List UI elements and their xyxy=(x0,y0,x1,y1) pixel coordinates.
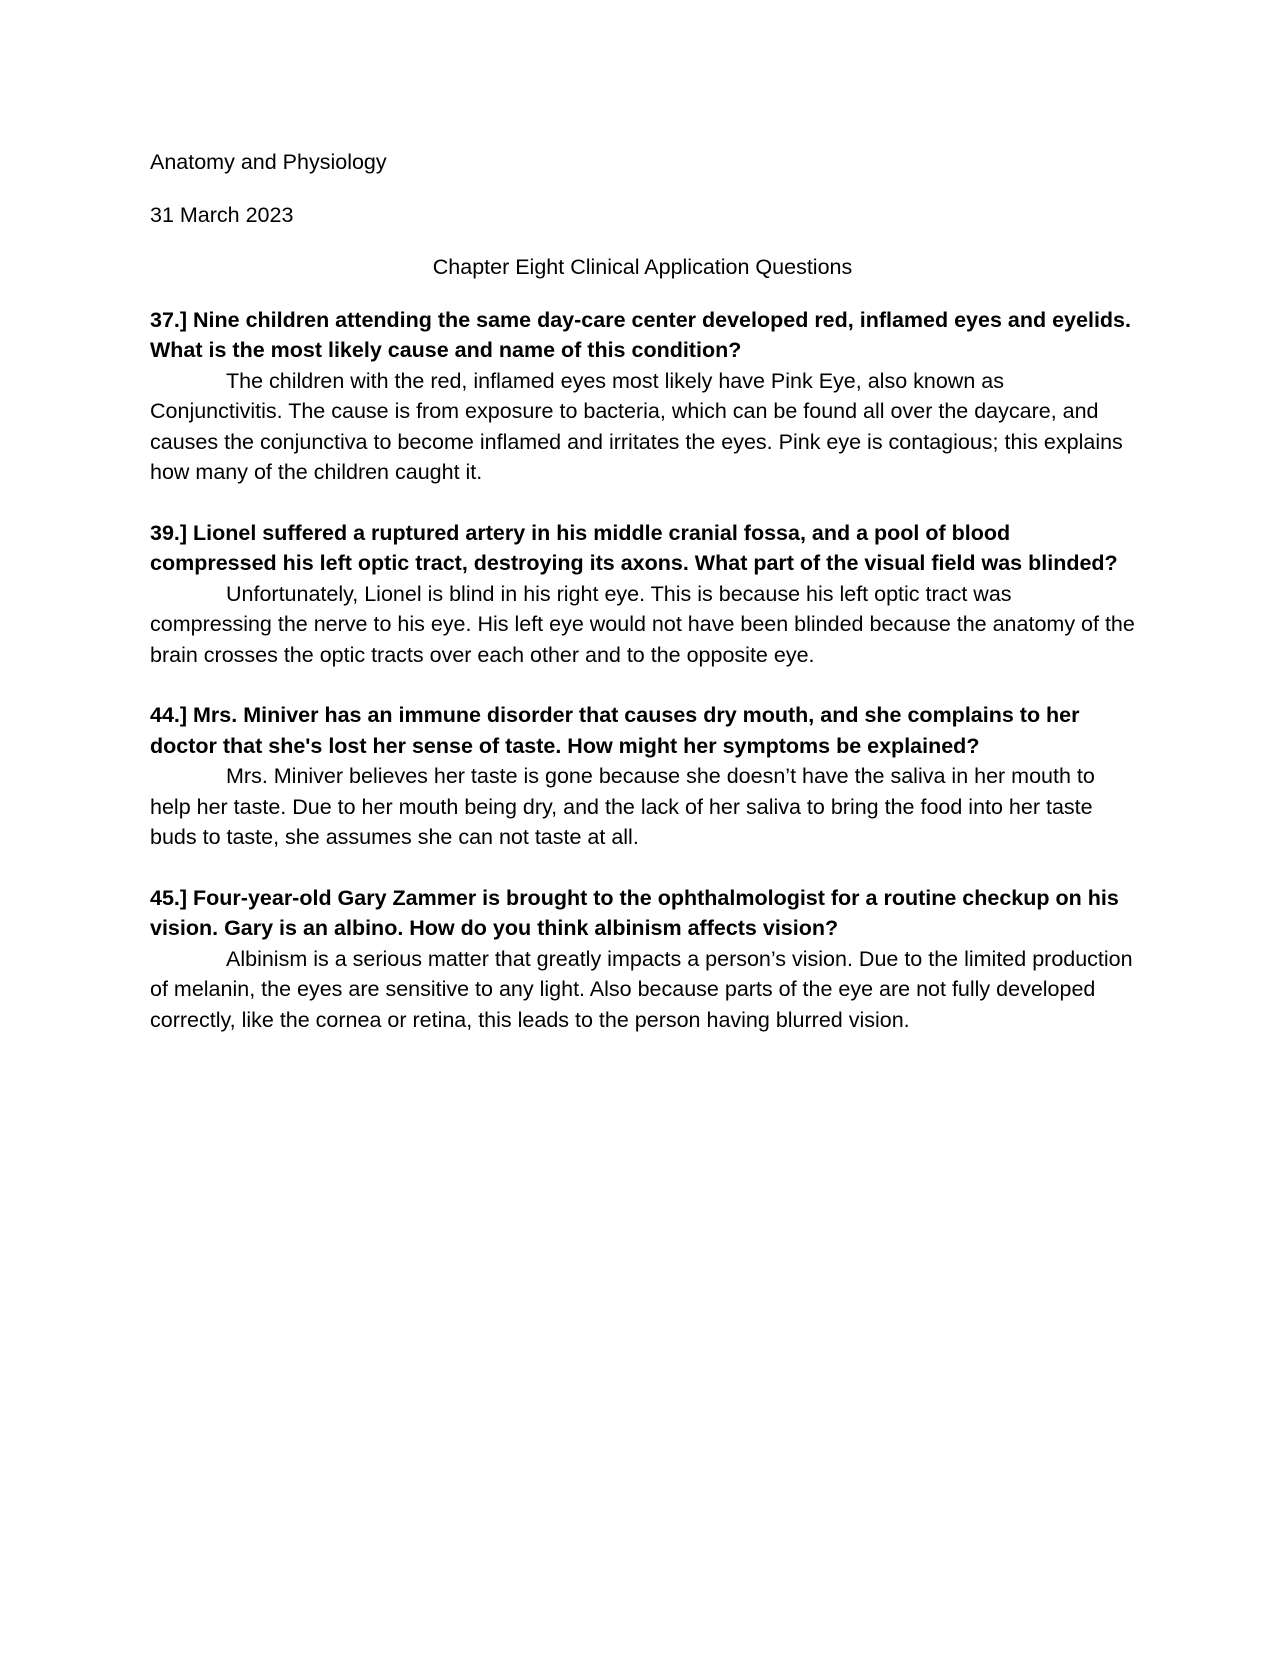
document-title: Chapter Eight Clinical Application Questions xyxy=(432,255,853,279)
answer-text: Unfortunately, Lionel is blind in his right eye. This is because his left optic tract was compressing the nerve to his eye. His left eye would not have been blinded because the anatomy of the brain crosses the optic tracts over each other and to the opposite eye. xyxy=(150,581,1135,667)
question-block-37 xyxy=(150,305,1135,488)
question-text: 45.] Four-year-old Gary Zammer is brought to the ophthalmologist for a routine checkup on his vision. Gary is an albino. How do you think albinism affects vision? xyxy=(150,885,1119,940)
question-block-45 xyxy=(150,883,1135,1036)
answer-text: Albinism is a serious matter that greatly impacts a person’s vision. Due to the limited production of melanin, the eyes are sensitive to any light. Also because parts of the eye are not fully developed correctly, like the cornea or retina, this leads to the person having blurred vision. xyxy=(150,946,1133,1032)
question-text: 44.] Mrs. Miniver has an immune disorder that causes dry mouth, and she complains to her doctor that she's lost her sense of taste. How might her symptoms be explained? xyxy=(150,703,1080,758)
question-block-39 xyxy=(150,518,1135,671)
answer-text: Mrs. Miniver believes her taste is gone because she doesn’t have the saliva in her mouth to help her taste. Due to her mouth being dry, and the lack of her saliva to bring the food into her taste buds to taste, she assumes she can not taste at all. xyxy=(150,764,1095,849)
answer-text: The children with the red, inflamed eyes most likely have Pink Eye, also known as Conjunctivitis. The cause is from exposure to bacteria, which can be found all over the daycare, and causes the conjunctiva to become inflamed and irritates the eyes. Pink eye is contagious; this explains how many of the children caught it. xyxy=(150,368,1123,484)
course-name: Anatomy and Physiology xyxy=(150,150,387,174)
document-page xyxy=(150,147,1135,1065)
question-block-44 xyxy=(150,700,1135,853)
document-date: 31 March 2023 xyxy=(150,202,294,227)
question-text: 39.] Lionel suffered a ruptured artery in his middle cranial fossa, and a pool of blood compressed his left optic tract, destroying its axons. What part of the visual field was blinded? xyxy=(150,520,1118,575)
question-text: 37.] Nine children attending the same day-care center developed red, inflamed eyes and eyelids. What is the most likely cause and name of this condition? xyxy=(150,307,1131,362)
